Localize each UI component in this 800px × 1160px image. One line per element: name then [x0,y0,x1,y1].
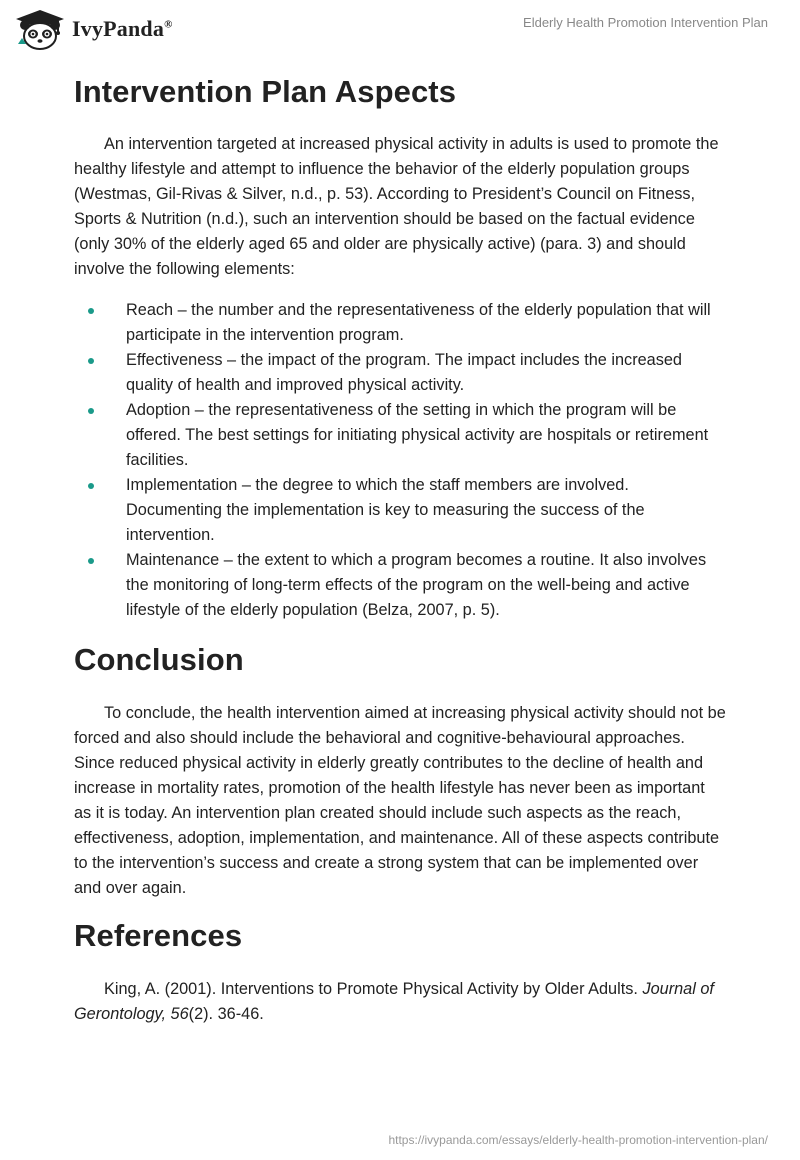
panda-icon [14,8,66,50]
ivypanda-logo[interactable] [14,8,173,50]
reference-entry: King, A. (2001). Interventions to Promote Physical Activity by Older Adults. Journal of Gerontology, 56(2). 36-46. [74,980,714,1023]
document-title: Elderly Health Promotion Intervention Plan [523,15,768,30]
bullet-icon [88,358,94,364]
heading-intervention-plan-aspects: Intervention Plan Aspects [74,74,457,109]
list-item: Effectiveness – the impact of the program. The impact includes the increased quality of health and improved physical activity. [74,348,726,398]
bullet-icon [88,308,94,314]
bullet-icon [88,408,94,414]
page-header [0,0,800,70]
conclusion-paragraph: To conclude, the health intervention aimed at increasing physical activity should not be forced and also should include the behavioral and cognitive-behavioural approaches. Since reduced physical activity in elderly greatly contributes to the decline of health and increase in mortality rates, promotion of the health lifestyle has never been as important as it is today. An intervention plan created should include such aspects as the reach, effectiveness, adoption, implementation, and maintenance. All of these aspects contribute to the intervention’s success and create a strong system that can be implemented over and over again. [74,704,726,897]
heading-references: References [74,918,243,953]
list-item: Maintenance – the extent to which a program becomes a routine. It also involves the monitoring of long-term effects of the program on the well-being and active lifestyle of the elderly population (Belza, 2007, p. 5). [74,548,726,623]
list-item: Reach – the number and the representativeness of the elderly population that will participate in the intervention program. [74,298,726,348]
footer-url[interactable]: https://ivypanda.com/essays/elderly-health-promotion-intervention-plan/ [388,1133,768,1147]
heading-conclusion: Conclusion [74,642,244,677]
list-item: Implementation – the degree to which the staff members are involved. Documenting the implementation is key to measuring the success of the intervention. [74,473,726,548]
bullet-icon [88,483,94,489]
logo-text: IvyPanda® [72,16,173,41]
elements-list [74,298,726,623]
list-item: Adoption – the representativeness of the setting in which the program will be offered. The best settings for initiating physical activity are hospitals or retirement facilities. [74,398,726,473]
bullet-icon [88,558,94,564]
plan-paragraph: An intervention targeted at increased physical activity in adults is used to promote the healthy lifestyle and attempt to influence the behavior of the elderly population groups (Westmas, Gil-Rivas & Silver, n.d., p. 53). According to President’s Council on Fitness, Sports & Nutrition (n.d.), such an intervention should be based on the factual evidence (only 30% of the elderly aged 65 and older are physically active) (para. 3) and should involve the following elements: [74,135,719,278]
